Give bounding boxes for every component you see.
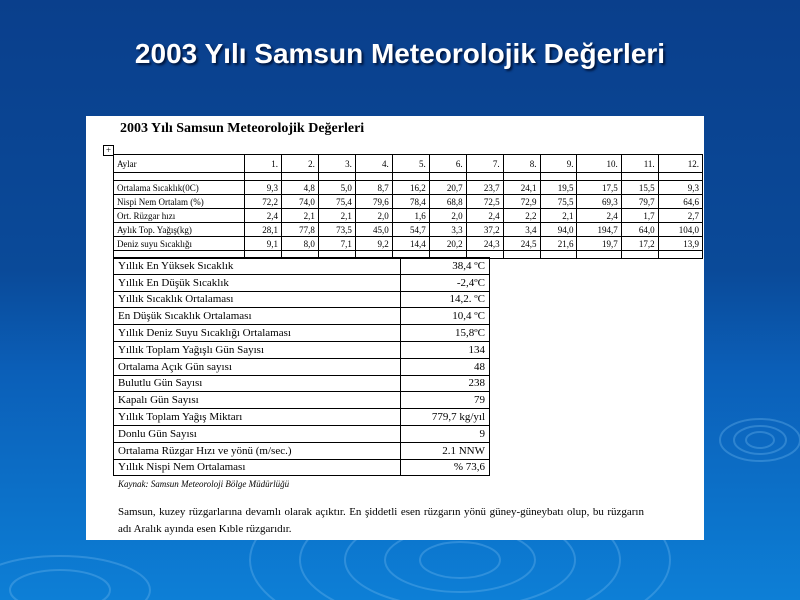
cell-value: 2,1 xyxy=(540,209,577,223)
row-label: Ortalama Sıcaklık(0C) xyxy=(114,181,245,195)
monthly-table-body xyxy=(114,181,703,251)
cell-value: 104,0 xyxy=(658,223,702,237)
cell-value: 17,2 xyxy=(621,237,658,251)
cell-value: 2,2 xyxy=(503,209,540,223)
cell-value: 79,7 xyxy=(621,195,658,209)
monthly-table-row xyxy=(114,195,703,209)
cell-value: 23,7 xyxy=(466,181,503,195)
cell-value: 7,1 xyxy=(318,237,355,251)
cell-value: 15,5 xyxy=(621,181,658,195)
stat-label: Kapalı Gün Sayısı xyxy=(114,392,401,409)
stat-label: Ortalama Rüzgar Hızı ve yönü (m/sec.) xyxy=(114,442,401,459)
month-header: 8. xyxy=(503,155,540,173)
cell-value: 28,1 xyxy=(245,223,282,237)
cell-value: 3,4 xyxy=(503,223,540,237)
cell-value: 72,2 xyxy=(245,195,282,209)
stat-label: Yıllık Toplam Yağış Miktarı xyxy=(114,409,401,426)
month-header: 5. xyxy=(392,155,429,173)
cell-value: 19,5 xyxy=(540,181,577,195)
month-header: 9. xyxy=(540,155,577,173)
cell-value: 73,5 xyxy=(318,223,355,237)
cell-value: 8,7 xyxy=(355,181,392,195)
cell-value: 1,7 xyxy=(621,209,658,223)
row-label: Nispi Nem Ortalam (%) xyxy=(114,195,245,209)
stat-label: Ortalama Açık Gün sayısı xyxy=(114,358,401,375)
cell-value: 68,8 xyxy=(429,195,466,209)
stat-label: Yıllık Nispi Nem Ortalaması xyxy=(114,459,401,476)
cell-value: 19,7 xyxy=(577,237,621,251)
cell-value: 2,0 xyxy=(355,209,392,223)
cell-value: 9,1 xyxy=(245,237,282,251)
monthly-table-row xyxy=(114,209,703,223)
cell-value: 54,7 xyxy=(392,223,429,237)
cell-value: 24,3 xyxy=(466,237,503,251)
month-header: 3. xyxy=(318,155,355,173)
stat-row xyxy=(114,442,490,459)
stat-label: En Düşük Sıcaklık Ortalaması xyxy=(114,308,401,325)
monthly-table-row xyxy=(114,181,703,195)
cell-value: 24,1 xyxy=(503,181,540,195)
stat-row xyxy=(114,325,490,342)
cell-value: 37,2 xyxy=(466,223,503,237)
stat-label: Yıllık Toplam Yağışlı Gün Sayısı xyxy=(114,341,401,358)
month-header: 4. xyxy=(355,155,392,173)
stat-row xyxy=(114,341,490,358)
stat-value: -2,4ºC xyxy=(401,274,490,291)
stat-row xyxy=(114,375,490,392)
cell-value: 78,4 xyxy=(392,195,429,209)
row-label: Deniz suyu Sıcaklığı xyxy=(114,237,245,251)
document-image xyxy=(86,116,704,540)
cell-value: 194,7 xyxy=(577,223,621,237)
cell-value: 21,6 xyxy=(540,237,577,251)
cell-value: 5,0 xyxy=(318,181,355,195)
cell-value: 64,0 xyxy=(621,223,658,237)
slide-title: 2003 Yılı Samsun Meteorolojik Değerleri xyxy=(134,38,666,69)
cell-value: 2,7 xyxy=(658,209,702,223)
stat-value: % 73,6 xyxy=(401,459,490,476)
cell-value: 74,0 xyxy=(281,195,318,209)
stat-label: Bulutlu Gün Sayısı xyxy=(114,375,401,392)
cell-value: 3,3 xyxy=(429,223,466,237)
stat-value: 779,7 kg/yıl xyxy=(401,409,490,426)
stat-value: 9 xyxy=(401,425,490,442)
cell-value: 20,2 xyxy=(429,237,466,251)
cell-value: 20,7 xyxy=(429,181,466,195)
stat-row xyxy=(114,425,490,442)
monthly-table-row xyxy=(114,237,703,251)
stat-row xyxy=(114,392,490,409)
stat-value: 79 xyxy=(401,392,490,409)
cell-value: 14,4 xyxy=(392,237,429,251)
stat-value: 38,4 ºC xyxy=(401,258,490,275)
cell-value: 2,1 xyxy=(281,209,318,223)
cell-value: 69,3 xyxy=(577,195,621,209)
stat-value: 10,4 ºC xyxy=(401,308,490,325)
cell-value: 9,3 xyxy=(658,181,702,195)
cell-value: 72,5 xyxy=(466,195,503,209)
month-header: 11. xyxy=(621,155,658,173)
cell-value: 13,9 xyxy=(658,237,702,251)
stat-row xyxy=(114,291,490,308)
stat-label: Yıllık En Düşük Sıcaklık xyxy=(114,274,401,291)
header-label: Aylar xyxy=(114,155,245,173)
cell-value: 17,5 xyxy=(577,181,621,195)
cell-value: 2,1 xyxy=(318,209,355,223)
stat-row xyxy=(114,459,490,476)
cell-value: 9,2 xyxy=(355,237,392,251)
stat-value: 134 xyxy=(401,341,490,358)
month-header: 2. xyxy=(281,155,318,173)
month-header: 6. xyxy=(429,155,466,173)
cell-value: 24,5 xyxy=(503,237,540,251)
stat-row xyxy=(114,274,490,291)
cell-value: 64,6 xyxy=(658,195,702,209)
month-header: 7. xyxy=(466,155,503,173)
stat-row xyxy=(114,258,490,275)
stat-label: Yıllık Sıcaklık Ortalaması xyxy=(114,291,401,308)
month-header: 12. xyxy=(658,155,702,173)
stat-label: Yıllık En Yüksek Sıcaklık xyxy=(114,258,401,275)
move-anchor-icon[interactable]: + xyxy=(103,145,114,156)
cell-value: 2,4 xyxy=(245,209,282,223)
cell-value: 16,2 xyxy=(392,181,429,195)
row-label: Ort. Rüzgar hızı xyxy=(114,209,245,223)
monthly-table xyxy=(113,154,703,259)
cell-value: 72,9 xyxy=(503,195,540,209)
cell-value: 79,6 xyxy=(355,195,392,209)
stat-value: 15,8ºC xyxy=(401,325,490,342)
cell-value: 45,0 xyxy=(355,223,392,237)
cell-value: 2,4 xyxy=(466,209,503,223)
monthly-table-header xyxy=(114,155,703,173)
stat-label: Yıllık Deniz Suyu Sıcaklığı Ortalaması xyxy=(114,325,401,342)
cell-value: 2,0 xyxy=(429,209,466,223)
cell-value: 8,0 xyxy=(281,237,318,251)
cell-value: 94,0 xyxy=(540,223,577,237)
annual-stats-table xyxy=(113,257,490,476)
cell-value: 75,4 xyxy=(318,195,355,209)
stat-value: 14,2. ºC xyxy=(401,291,490,308)
cell-value: 9,3 xyxy=(245,181,282,195)
source-note: Kaynak: Samsun Meteoroloji Bölge Müdürlüğü xyxy=(118,479,290,489)
cell-value: 75,5 xyxy=(540,195,577,209)
stat-label: Donlu Gün Sayısı xyxy=(114,425,401,442)
stat-row xyxy=(114,409,490,426)
month-header: 10. xyxy=(577,155,621,173)
stat-row xyxy=(114,308,490,325)
cell-value: 1,6 xyxy=(392,209,429,223)
cell-value: 4,8 xyxy=(281,181,318,195)
stat-value: 48 xyxy=(401,358,490,375)
document-title: 2003 Yılı Samsun Meteorolojik Değerleri xyxy=(120,121,365,136)
row-label: Aylık Top. Yağış(kg) xyxy=(114,223,245,237)
spacer-row xyxy=(114,173,703,181)
stat-row xyxy=(114,358,490,375)
stat-value: 238 xyxy=(401,375,490,392)
monthly-table-row xyxy=(114,223,703,237)
description-paragraph: Samsun, kuzey rüzgarlarına devamlı olarak açıktır. En şiddetli esen rüzgarın yönü güney-güneybatı olup, bu rüzgarın adı Aralık ayında esen Kıble rüzgarıdır. xyxy=(118,506,644,535)
month-header: 1. xyxy=(245,155,282,173)
cell-value: 77,8 xyxy=(281,223,318,237)
cell-value: 2,4 xyxy=(577,209,621,223)
stat-value: 2.1 NNW xyxy=(401,442,490,459)
